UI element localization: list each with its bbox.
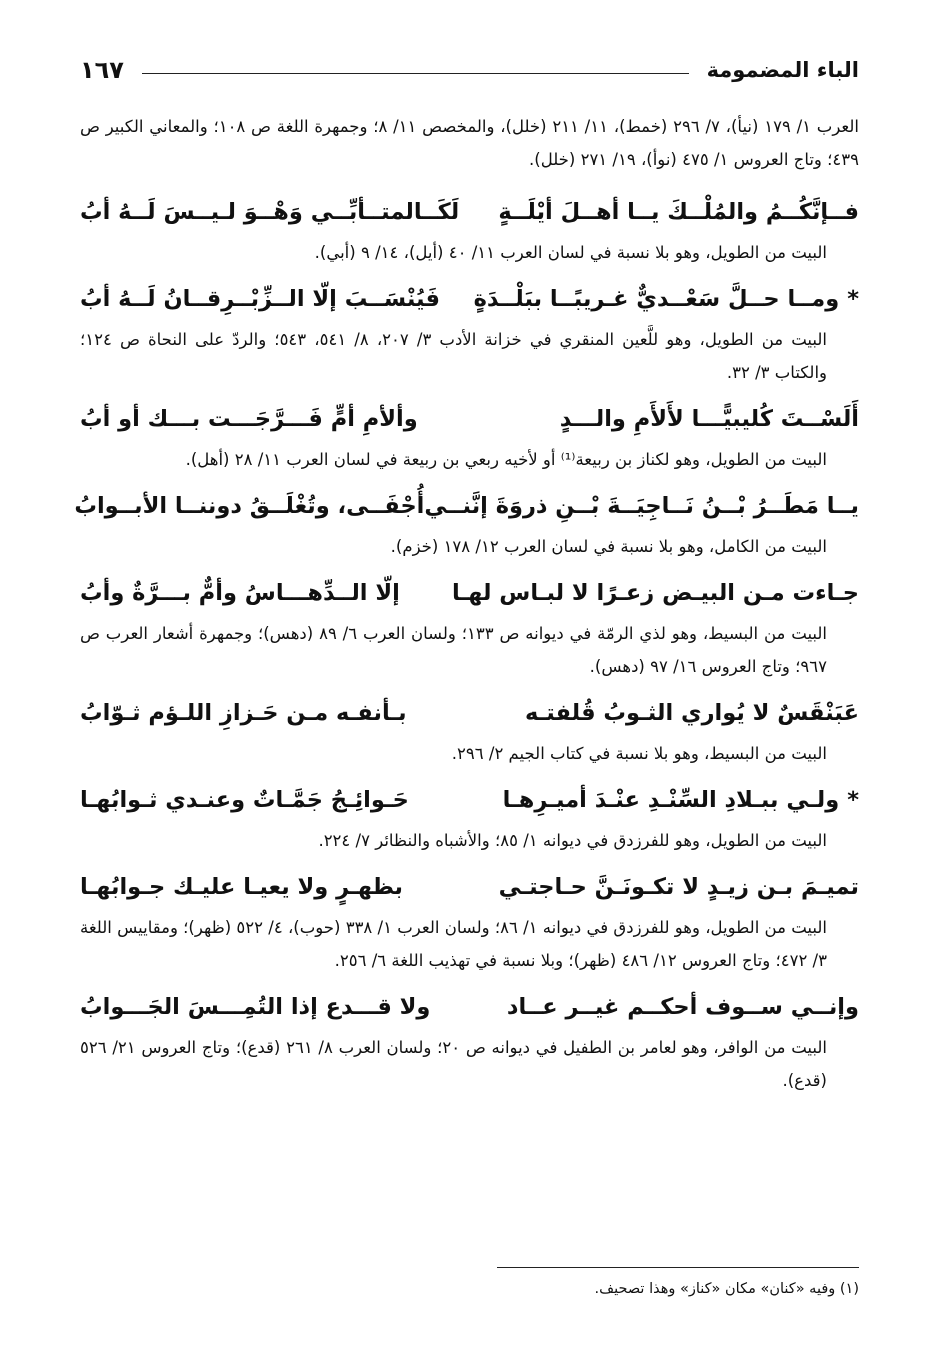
hemistich-first [503, 778, 859, 822]
page-number: ١٦٧ [80, 56, 124, 84]
verse-note: البيت من الكامل، وهو بلا نسبة في لسان العرب ١٢/ ١٧٨ (خزم). [390, 537, 827, 556]
verse-line [80, 190, 859, 234]
verse-line [80, 571, 859, 615]
verse-line [80, 277, 859, 321]
header-rule [142, 73, 689, 74]
verse-entry [74, 484, 859, 563]
verse-note: البيت من الطويل، وهو للفرزدق في ديوانه ١/ ٨٦؛ ولسان العرب ١/ ٣٣٨ (حوب)، ٤/ ٥٢٢ (ظهر)؛ ومقاييس اللغة ٣/ ٤٧٢؛ وتاج العروس ١٢/ ٤٨٦ (ظهر)؛ وبلا نسبة في تهذيب اللغة ٦/ ٢٥٦. [80, 918, 827, 970]
verse-note: البيت من الطويل، وهو لكناز بن ربيعة⁽¹⁾ أو لأخيه ربعي بن ربيعة في لسان العرب ١١/ ٢٨ (أهل). [185, 450, 827, 469]
hemistich-first: جـاءت مـن البيـض زعـرًا لا لبـاس لهـا [452, 580, 859, 606]
hemistich-second: فَيُنْسَــبَ إلّا الــزِّبْــرِقــانُ لَــهُ أبُ [80, 286, 440, 312]
verse-note: البيت من الوافر، وهو لعامر بن الطفيل في ديوانه ص ٢٠؛ ولسان العرب ٨/ ٢٦١ (قدع)؛ وتاج العروس ٢١/ ٥٢٦ (قدع). [80, 1038, 827, 1090]
verse-entry [80, 277, 859, 389]
hemistich-first: وإنــي ســوف أحكــم غيــر عــاد [506, 994, 859, 1020]
verse-entry [80, 985, 859, 1097]
verse-entry [80, 571, 859, 683]
page-body [74, 110, 859, 1105]
hemistich-first: عَبَنْقَسٌ لا يُواري الثـوبُ قُلفتـه [524, 700, 859, 726]
hemistich-first: أَلَسْــتَ كُليبيًّـــا لأَلأَمِ والـــدٍ [559, 406, 859, 432]
hemistich-first: تميـمَ بـن زيـدٍ لا تكـونَـنَّ حـاجتـي [498, 874, 859, 900]
running-title: الباء المضمومة [706, 58, 859, 82]
hemistich-second: بظهـرٍ ولا يعيـا عليـك جـوابُهـا [80, 874, 403, 900]
hemistich-first: فــإنَّكُــمُ والمُلْــكَ يــا أهــلَ أيْلَــةٍ [498, 199, 859, 225]
intro-paragraph: العرب ١/ ١٧٩ (نيأ)، ٧/ ٢٩٦ (خمط)، ١١/ ٢١١ (خلل)، والمخصص ١١/ ٨؛ وجمهرة اللغة ص ١٠٨؛ والمعاني الكبير ص ٤٣٩؛ وتاج العروس ١/ ٤٧٥ (نوأ)، ١٩/ ٢٧١ (خلل). [80, 117, 859, 169]
verse-line [80, 985, 859, 1029]
footnote: (١) وفيه «كنان» مكان «كناز» وهذا تصحيف. [594, 1281, 859, 1297]
verse-note: البيت من البسيط، وهو لذي الرمّة في ديوانه ص ١٣٣؛ ولسان العرب ٦/ ٨٩ (دهس)؛ وجمهرة أشعار العرب ص ٩٦٧؛ وتاج العروس ١٦/ ٩٧ (دهس). [80, 624, 828, 676]
hemistich-second: ولا قـــدع إذا التُمِـــسَ الجَـــوابُ [80, 994, 431, 1020]
running-header [80, 52, 859, 88]
verse-line [80, 778, 859, 822]
verse-note: البيت من الطويل، وهو للَّعين المنقري في خزانة الأدب ٣/ ٢٠٧، ٨/ ٥٤١، ٥٤٣؛ والردّ على النحاة ص ١٢٤؛ والكتاب ٣/ ٣٢. [80, 330, 828, 382]
verse-line [80, 865, 859, 909]
verse-entry [80, 778, 859, 857]
star-marker: * [847, 787, 859, 813]
verse-note: البيت من الطويل، وهو للفرزدق في ديوانه ١/ ٨٥؛ والأشباه والنظائر ٧/ ٢٢٤. [318, 831, 827, 850]
hemistich-second: إلّا الــدِّهـــاسُ وأمٌّ بـــرَّةٌ وأبُ [80, 580, 400, 606]
hemistich-first [474, 277, 859, 321]
hemistich-first-text: ومــا حــلَّ سَعْــديٌّ غـريبًــا ببَلْــدَةٍ [473, 286, 840, 312]
hemistich-second: وألأمِ أمٍّ فَـــرَّجَـــت بـــك أو أبُ [80, 406, 418, 432]
hemistich-first: يــا مَطَــرُ بْــنُ نَــاجِيَــةَ بْــنِ ذروَةَ إنَّنــي [424, 493, 859, 519]
hemistich-second: أُجْفَــى، وتُغْلَــقُ دوننــا الأبــوابُ [74, 493, 425, 519]
star-marker: * [847, 286, 859, 312]
hemistich-first-text: ولـي ببـلادِ السِّنْـدِ عنْـدَ أميـرِهـا [502, 787, 840, 813]
verse-note: البيت من البسيط، وهو بلا نسبة في كتاب الجيم ٢/ ٢٩٦. [451, 744, 827, 763]
verse-note: البيت من الطويل، وهو بلا نسبة في لسان العرب ١١/ ٤٠ (أيل)، ١٤/ ٩ (أبي). [314, 243, 827, 262]
verse-entry [80, 865, 859, 977]
verse-line [80, 397, 859, 441]
verse-entry [80, 397, 859, 476]
footnote-rule [497, 1267, 859, 1268]
hemistich-second: بـأنفـه مـن حَـزازِ اللـؤم ثـوّابُ [80, 700, 407, 726]
verse-line [80, 691, 859, 735]
verse-entry [80, 691, 859, 770]
verse-entry [80, 190, 859, 269]
verse-line [74, 484, 859, 528]
hemistich-second: لَكَــالمتــأبِّــي وَهْــوَ لـيــسَ لَــهُ أبُ [80, 199, 460, 225]
hemistich-second: حَـوائِـجُ جَمَّـاتٌ وعنـدي ثـوابُهـا [80, 787, 409, 813]
